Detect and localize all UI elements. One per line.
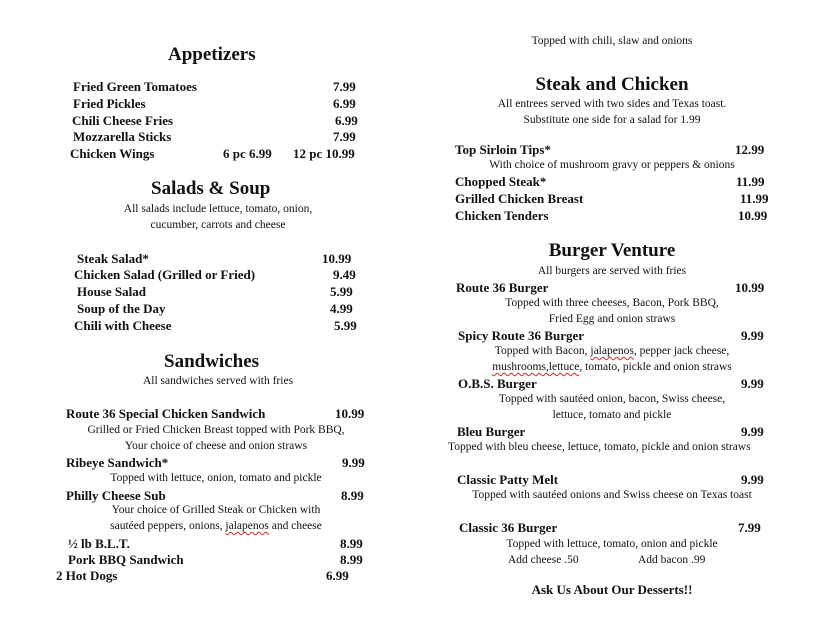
menu-item-name: House Salad [77,284,146,299]
menu-item-name: Route 36 Burger [456,280,549,295]
steak-title: Steak and Chicken [535,74,689,95]
menu-item-price: 7.99 [333,129,356,144]
menu-item-name: Top Sirloin Tips* [455,142,551,157]
menu-item-name: Pork BBQ Sandwich [68,552,184,567]
menu-item-description: mushrooms,lettuce, tomato, pickle and onion straws [492,361,732,373]
menu-item-price: 8.99 [341,488,364,503]
menu-item-name: Philly Cheese Sub [66,488,166,503]
wings-small-price: 6 pc 6.99 [223,146,272,161]
appetizers-title: Appetizers [168,44,256,65]
menu-item-price: 9.99 [741,328,764,343]
burgers-title: Burger Venture [548,240,676,261]
menu-item-price: 5.99 [330,284,353,299]
steak-note: All entrees served with two sides and Texas toast. [497,98,727,110]
menu-item-name: Chicken Tenders [455,208,549,223]
menu-item-name: Chili with Cheese [74,318,172,333]
salads-note: All salads include lettuce, tomato, onion, [123,203,313,215]
salads-title: Salads & Soup [151,178,271,199]
menu-item-description: sautéed peppers, onions, jalapenos and cheese [110,520,322,532]
menu-item-name: O.B.S. Burger [458,376,537,391]
menu-item-name: Soup of the Day [77,301,166,316]
menu-item-description: Topped with lettuce, onion, tomato and pickle [110,472,322,484]
menu-item-price: 11.99 [736,174,765,189]
menu-item-name: Chicken Wings [70,146,155,161]
menu-item-name: Mozzarella Sticks [73,129,172,144]
menu-item-description: Fried Egg and onion straws [548,313,676,325]
menu-item-description: Topped with bleu cheese, lettuce, tomato, pickle and onion straws [448,441,751,453]
menu-item-name: Fried Pickles [73,96,146,111]
menu-item-name: Chili Cheese Fries [72,113,174,128]
burgers-note: All burgers are served with fries [537,265,687,277]
menu-item-name: Bleu Burger [457,424,526,439]
menu-item-price: 7.99 [738,520,761,535]
menu-item-name: Steak Salad* [77,251,149,266]
menu-item-price: 8.99 [340,552,363,567]
menu-item-name: Route 36 Special Chicken Sandwich [66,406,266,421]
menu-item-price: 7.99 [333,79,356,94]
menu-item-price: 6.99 [335,113,358,128]
menu-item-name: Spicy Route 36 Burger [458,328,585,343]
menu-item-name: Chopped Steak* [455,174,547,189]
menu-item-price: 11.99 [740,191,769,206]
menu-item-description: Your choice of cheese and onion straws [124,440,308,452]
menu-item-description: Topped with sautéed onions and Swiss cheese on Texas toast [472,489,752,501]
sandwiches-note: All sandwiches served with fries [142,375,294,387]
menu-item-description: Topped with lettuce, tomato, onion and pickle [506,538,718,550]
menu-item-name: ½ lb B.L.T. [68,536,130,551]
menu-item-name: Chicken Salad (Grilled or Fried) [74,267,256,282]
menu-item-price: 9.99 [342,455,365,470]
menu-item-description: Topped with Bacon, jalapenos, pepper jack cheese, [494,345,730,357]
menu-item-price: 12.99 [735,142,765,157]
menu-item-price: 9.99 [741,472,764,487]
menu-item-price: 6.99 [326,568,349,583]
hotdog-description: Topped with chili, slaw and onions [531,35,693,47]
menu-item-price: 9.99 [741,376,764,391]
menu-item-name: 2 Hot Dogs [56,568,118,583]
menu-item-description: Grilled or Fried Chicken Breast topped with Pork BBQ, [87,424,345,436]
add-cheese-option: Add cheese .50 [508,554,579,566]
add-bacon-option: Add bacon .99 [638,554,706,566]
menu-item-name: Classic Patty Melt [457,472,559,487]
wings-large-price: 12 pc 10.99 [293,146,355,161]
sandwiches-title: Sandwiches [164,351,260,372]
menu-item-price: 10.99 [738,208,768,223]
menu-item-price: 5.99 [334,318,357,333]
menu-item-price: 10.99 [335,406,365,421]
menu-item-price: 9.99 [741,424,764,439]
salads-note: cucumber, carrots and cheese [150,219,286,231]
menu-item-name: Fried Green Tomatoes [73,79,197,94]
steak-note: Substitute one side for a salad for 1.99 [523,114,701,126]
menu-item-price: 4.99 [330,301,353,316]
menu-item-description: Topped with sautéed onion, bacon, Swiss cheese, [498,393,726,405]
menu-item-price: 8.99 [340,536,363,551]
menu-item-price: 10.99 [735,280,765,295]
menu-item-price: 6.99 [333,96,356,111]
menu-item-price: 10.99 [322,251,352,266]
menu-item-description: Your choice of Grilled Steak or Chicken with [111,504,321,516]
menu-item-name: Grilled Chicken Breast [455,191,584,206]
menu-item-name: Ribeye Sandwich* [66,455,169,470]
menu-item-price: 9.49 [333,267,356,282]
menu-item-description: lettuce, tomato and pickle [552,409,672,421]
menu-item-description: Topped with three cheeses, Bacon, Pork BBQ, [505,297,719,309]
menu-item-description: With choice of mushroom gravy or peppers & onions [489,159,735,171]
desserts-callout: Ask Us About Our Desserts!! [531,582,693,597]
menu-item-name: Classic 36 Burger [459,520,558,535]
